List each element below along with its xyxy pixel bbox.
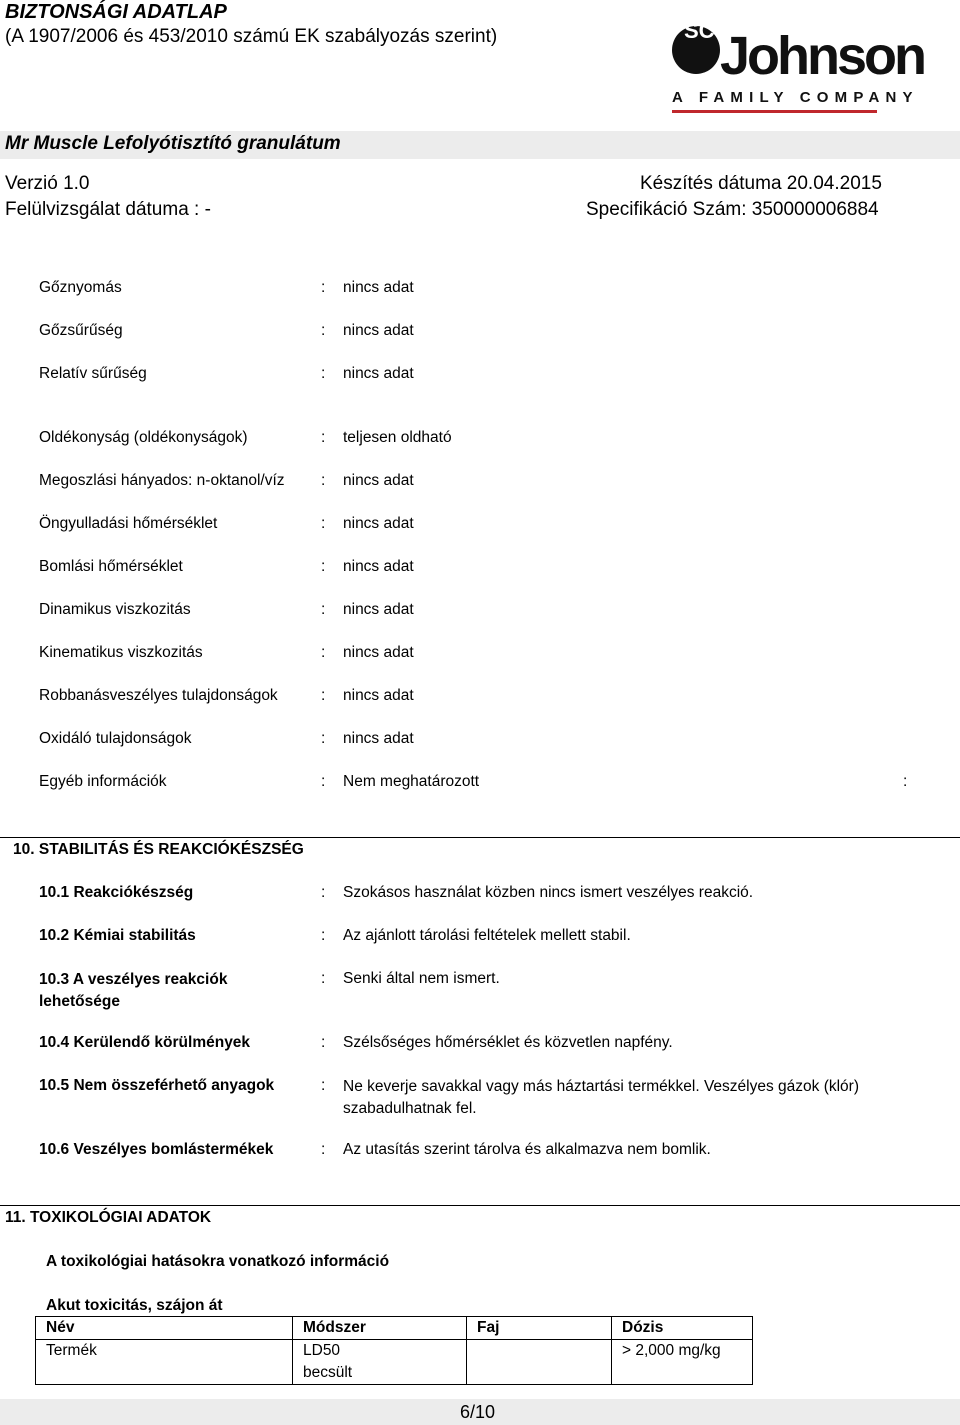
method-line: becsült <box>303 1364 353 1381</box>
colon: : <box>321 927 326 944</box>
property-value: nincs adat <box>343 365 414 382</box>
colon: : <box>321 644 326 661</box>
colon: : <box>321 1141 326 1158</box>
colon: : <box>321 687 326 704</box>
svg-text:SC: SC <box>684 18 715 43</box>
item-value: Ne keverje savakkal vagy más háztartási termékkel. Veszélyes gázok (klór) szabadulhatnak fel. <box>343 1078 860 1117</box>
product-name: Mr Muscle Lefolyótisztító granulátum <box>5 133 341 154</box>
property-label: Gőzsűrűség <box>39 322 123 339</box>
document-title: BIZTONSÁGI ADATLAP <box>5 1 227 23</box>
colon: : <box>321 365 326 382</box>
column-header: Faj <box>467 1317 612 1340</box>
document-subtitle: (A 1907/2006 és 453/2010 számú EK szabályozás szerint) <box>5 26 498 47</box>
cell-name: Termék <box>36 1340 293 1385</box>
item-label: 10.3 A veszélyes reakciók lehetősége <box>39 971 228 1010</box>
page-number: 6/10 <box>460 1402 496 1422</box>
column-header: Módszer <box>293 1317 467 1340</box>
property-value: nincs adat <box>343 687 414 704</box>
section-divider <box>0 1205 960 1206</box>
property-value: nincs adat <box>343 644 414 661</box>
item-label: 10.2 Kémiai stabilitás <box>39 927 196 944</box>
svg-text:A FAMILY COMPANY: A FAMILY COMPANY <box>672 89 919 106</box>
cell-method <box>293 1340 467 1385</box>
colon: : <box>321 970 326 987</box>
column-header: Név <box>36 1317 293 1340</box>
property-label: Robbanásveszélyes tulajdonságok <box>39 687 278 704</box>
property-value: nincs adat <box>343 730 414 747</box>
table-title: Akut toxicitás, szájon át <box>46 1297 223 1314</box>
svg-text:Johnson: Johnson <box>720 26 924 86</box>
property-label: Öngyulladási hőmérséklet <box>39 515 218 532</box>
item-value: Szokásos használat közben nincs ismert veszélyes reakció. <box>343 884 754 901</box>
property-label: Egyéb információk <box>39 773 167 790</box>
property-value: teljesen oldható <box>343 429 452 446</box>
sc-johnson-logo <box>668 8 924 118</box>
property-value: nincs adat <box>343 322 414 339</box>
colon: : <box>321 558 326 575</box>
toxicity-table <box>35 1316 753 1385</box>
colon: : <box>321 884 326 901</box>
colon: : <box>321 1077 326 1094</box>
item-value: Az utasítás szerint tárolva és alkalmazva nem bomlik. <box>343 1141 711 1158</box>
colon: : <box>321 730 326 747</box>
colon: : <box>321 279 326 296</box>
colon: : <box>321 472 326 489</box>
spec-number: Specifikáció Szám: 350000006884 <box>586 199 879 220</box>
colon: : <box>321 1034 326 1051</box>
revision-date: Felülvizsgálat dátuma : - <box>5 199 211 220</box>
property-label: Oldékonyság (oldékonyságok) <box>39 429 248 446</box>
column-header: Dózis <box>612 1317 753 1340</box>
colon: : <box>321 601 326 618</box>
colon: : <box>321 515 326 532</box>
item-value: Senki által nem ismert. <box>343 970 500 987</box>
item-label: 10.5 Nem összeférhető anyagok <box>39 1077 275 1094</box>
property-label: Bomlási hőmérséklet <box>39 558 183 575</box>
item-label: 10.4 Kerülendő körülmények <box>39 1034 251 1051</box>
section-11-heading: 11. TOXIKOLÓGIAI ADATOK <box>5 1209 212 1226</box>
property-value: nincs adat <box>343 472 414 489</box>
property-label: Dinamikus viszkozitás <box>39 601 191 618</box>
property-value: Nem meghatározott <box>343 773 480 790</box>
section-11-subheading: A toxikológiai hatásokra vonatkozó információ <box>46 1253 390 1270</box>
created-date: Készítés dátuma 20.04.2015 <box>640 173 882 194</box>
section-divider <box>0 837 960 838</box>
colon: : <box>321 322 326 339</box>
property-value: nincs adat <box>343 515 414 532</box>
table-header-row <box>36 1317 753 1340</box>
property-value: nincs adat <box>343 558 414 575</box>
property-value: nincs adat <box>343 279 414 296</box>
cell-species <box>467 1340 612 1385</box>
colon: : <box>321 773 326 790</box>
item-label: 10.1 Reakciókészség <box>39 884 194 901</box>
property-value: nincs adat <box>343 601 414 618</box>
property-label: Megoszlási hányados: n-oktanol/víz <box>39 472 285 489</box>
item-value: Az ajánlott tárolási feltételek mellett stabil. <box>343 927 631 944</box>
property-label: Gőznyomás <box>39 279 122 296</box>
product-name-bar <box>0 131 960 159</box>
trailing-colon: : <box>903 773 908 790</box>
cell-dose: > 2,000 mg/kg <box>612 1340 753 1385</box>
property-label: Kinematikus viszkozitás <box>39 644 203 661</box>
table-row <box>36 1340 753 1385</box>
item-value: Szélsőséges hőmérséklet és közvetlen napfény. <box>343 1034 673 1051</box>
version: Verzió 1.0 <box>5 173 90 194</box>
colon: : <box>321 429 326 446</box>
method-line: LD50 <box>303 1342 341 1359</box>
property-label: Oxidáló tulajdonságok <box>39 730 192 747</box>
item-label: 10.6 Veszélyes bomlástermékek <box>39 1141 274 1158</box>
property-label: Relatív sűrűség <box>39 365 147 382</box>
section-10-heading: 10. STABILITÁS ÉS REAKCIÓKÉSZSÉG <box>13 841 304 858</box>
